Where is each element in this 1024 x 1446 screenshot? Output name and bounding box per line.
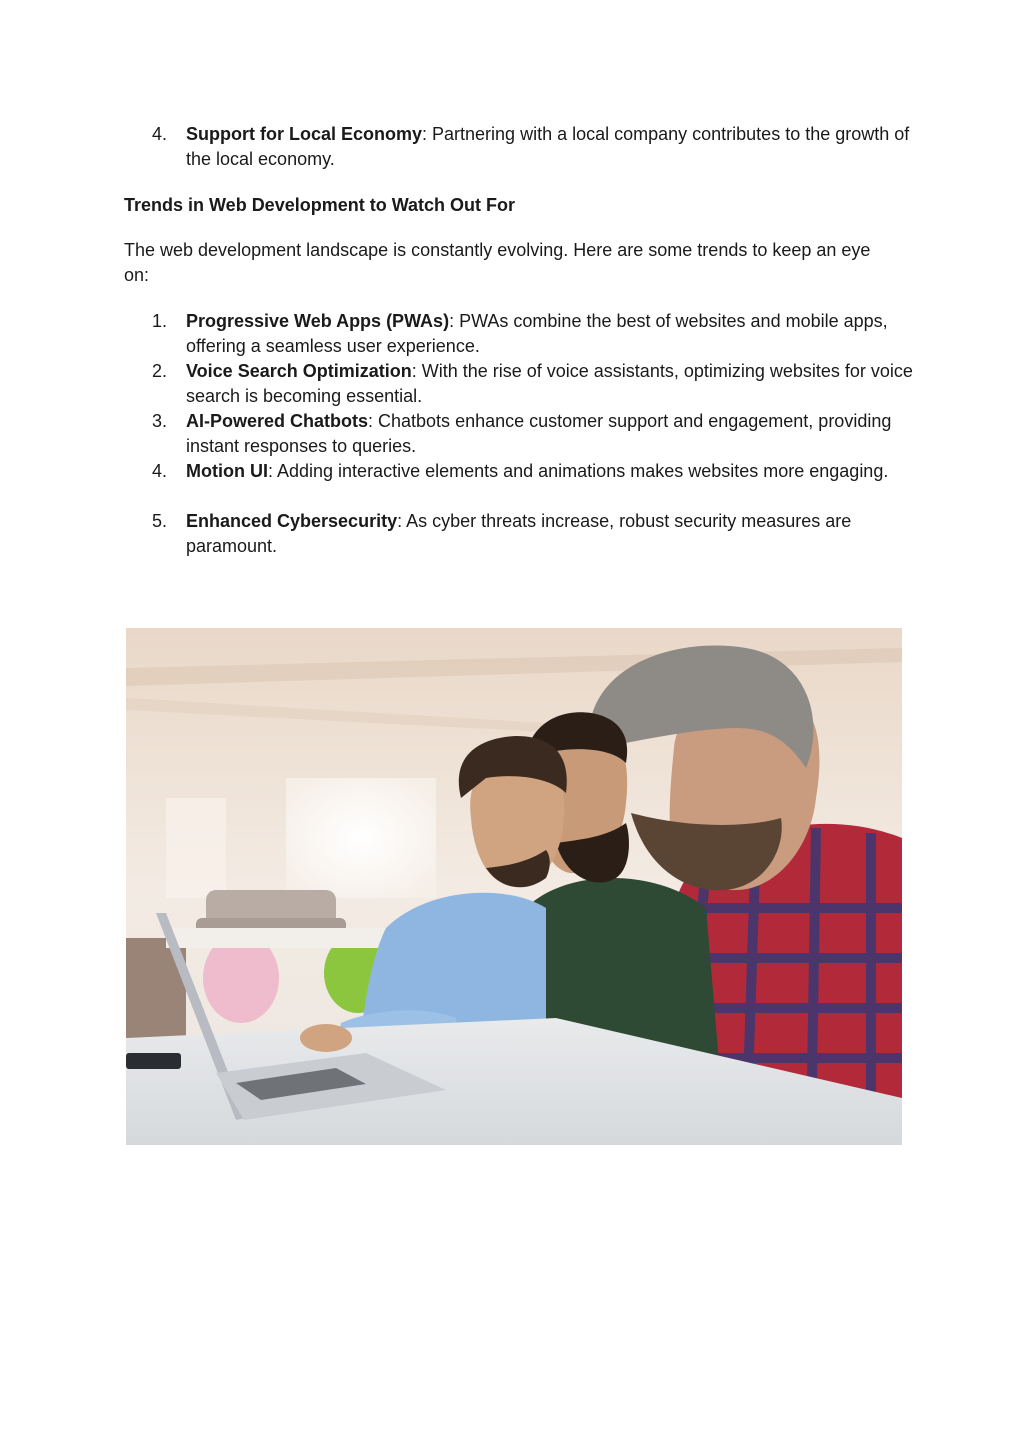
list-number: 3. — [152, 411, 168, 431]
list-item-term: Motion UI — [186, 461, 268, 481]
list-item-description: : Adding interactive elements and animations makes websites more engaging. — [267, 461, 889, 481]
list-number: 5. — [152, 511, 168, 531]
list-item-term: Voice Search Optimization — [186, 361, 412, 381]
list-item-term: Progressive Web Apps (PWAs) — [186, 311, 450, 331]
team-laptop-photo — [126, 628, 902, 1145]
list-item-content — [186, 359, 916, 409]
list-item-content — [186, 459, 916, 484]
list-number: 4. — [152, 461, 168, 481]
list-item-content — [186, 122, 916, 172]
section-heading: Trends in Web Development to Watch Out For — [124, 195, 516, 215]
list-item-term: Enhanced Cybersecurity — [186, 511, 398, 531]
list-item-content — [186, 409, 916, 459]
list-item-description: : PWAs combine the best of websites and mobile apps, offering a seamless user experience. — [186, 311, 888, 356]
list-number: 1. — [152, 311, 168, 331]
list-item-description: : Chatbots enhance customer support and engagement, providing instant responses to queries. — [186, 411, 892, 456]
list-item-term: Support for Local Economy — [186, 124, 423, 144]
list-item-content — [186, 509, 916, 559]
list-item-description: : Partnering with a local company contributes to the growth of the local economy. — [186, 124, 910, 169]
list-number: 4. — [152, 124, 168, 144]
list-number: 2. — [152, 361, 168, 381]
section-intro: The web development landscape is constantly evolving. Here are some trends to keep an eye on: — [124, 240, 871, 285]
list-item-description: : With the rise of voice assistants, optimizing websites for voice search is becoming essential. — [186, 361, 913, 406]
list-item-content — [186, 309, 916, 359]
list-item-term: AI-Powered Chatbots — [186, 411, 369, 431]
list-item-description: : As cyber threats increase, robust security measures are paramount. — [186, 511, 852, 556]
